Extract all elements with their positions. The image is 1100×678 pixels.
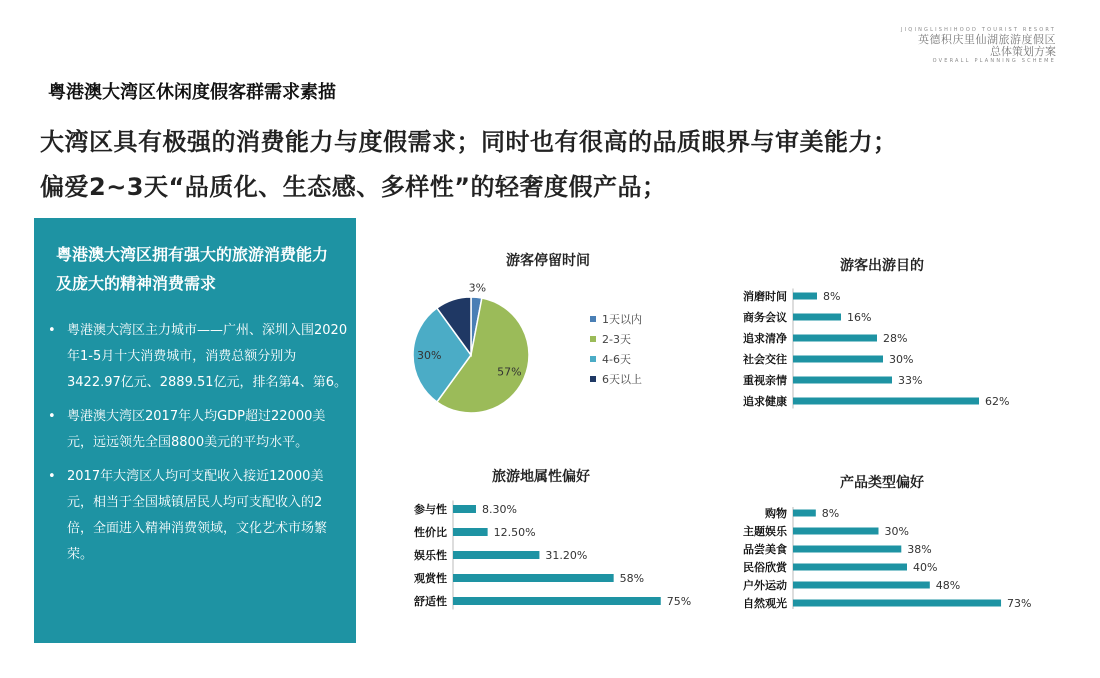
bar-value-label: 40%: [913, 561, 938, 574]
bar: [793, 293, 817, 300]
bar-value-label: 58%: [619, 572, 645, 585]
bar: [793, 582, 930, 589]
bar: [453, 505, 476, 513]
bar-value-label: 31.20%: [545, 549, 588, 562]
brand-en-bottom: OVERALL PLANNING SCHEME: [932, 58, 1056, 65]
bar-category-label: 主题娱乐: [743, 525, 787, 538]
bar-category-label: 参与性: [414, 503, 447, 516]
chart-title-product-preference: 产品类型偏好: [840, 475, 924, 491]
bar-value-label: 8%: [823, 290, 841, 303]
legend-swatch: [590, 316, 596, 322]
bar-category-label: 性价比: [414, 526, 447, 539]
bar-value-label: 30%: [884, 525, 909, 538]
bar-value-label: 30%: [889, 353, 914, 366]
legend-label: 4-6天: [602, 353, 631, 366]
legend-label: 2-3天: [602, 333, 631, 346]
legend-label: 1天以内: [602, 313, 642, 326]
headline-2: 偏爱2~3天“品质化、生态感、多样性”的轻奢度假产品；: [40, 173, 667, 201]
bar-value-label: 75%: [666, 595, 692, 608]
bullet-item: • 粤港澳大湾区2017年人均GDP超过22000美元，远远领先全国8800美元的平均水平。: [48, 404, 348, 456]
brand-en-top: JIQINGLISHIHOOD TOURIST RESORT: [900, 27, 1056, 33]
legend-label: 6天以上: [602, 373, 642, 386]
pie-data-label: 57%: [497, 365, 522, 379]
bar-category-label: 舒适性: [414, 595, 447, 608]
bar-value-label: 8.30%: [481, 503, 517, 516]
bar-value-label: 62%: [985, 395, 1010, 408]
bar: [793, 314, 841, 321]
bar-category-label: 自然观光: [743, 597, 787, 610]
chart-title-travel-purpose: 游客出游目的: [840, 258, 924, 274]
bullet-item: • 2017年大湾区人均可支配收入接近12000美元，相当于全国城镇居民人均可支配收入的2倍，全面进入精神消费领域，文化艺术市场繁荣。: [48, 464, 348, 568]
bar: [793, 546, 901, 553]
bar: [793, 398, 979, 405]
bar: [453, 574, 614, 582]
bar-category-label: 社会交往: [743, 353, 787, 366]
pie-data-label: 30%: [417, 349, 442, 362]
bar: [453, 551, 539, 559]
bar: [453, 528, 488, 536]
legend-swatch: [590, 336, 596, 342]
legend-swatch: [590, 376, 596, 382]
brand-name: 英德积庆里仙湖旅游度假区: [918, 32, 1056, 46]
bar: [793, 528, 879, 535]
bar-category-label: 重视亲情: [743, 374, 787, 387]
bar-category-label: 品尝美食: [743, 543, 787, 556]
bar-category-label: 购物: [765, 507, 787, 520]
chart-title-stay-duration: 游客停留时间: [506, 253, 590, 269]
bar: [793, 510, 816, 517]
bar-value-label: 48%: [935, 579, 961, 592]
bar-category-label: 娱乐性: [414, 549, 447, 562]
chart-title-attribute-preference: 旅游地属性偏好: [492, 469, 590, 485]
bar: [793, 356, 883, 363]
bar-value-label: 12.50%: [493, 526, 536, 539]
bullet-item: • 粤港澳大湾区主力城市——广州、深圳入围2020年1-5月十大消费城市，消费总额分别为3422.97亿元、2889.51亿元，排名第4、第6。: [48, 318, 348, 396]
bar-value-label: 73%: [1007, 597, 1032, 610]
pie-data-label: 3%: [468, 281, 487, 295]
bar-category-label: 户外运动: [743, 579, 787, 592]
page-subtitle: 粤港澳大湾区休闲度假客群需求素描: [48, 82, 336, 103]
brand-doc-title: 总体策划方案: [990, 45, 1056, 59]
bar-value-label: 38%: [907, 543, 932, 556]
bar-category-label: 观赏性: [414, 572, 447, 585]
bar: [453, 597, 661, 605]
bar: [793, 600, 1001, 607]
bar: [793, 564, 907, 571]
bar-value-label: 28%: [883, 332, 908, 345]
bar-category-label: 商务会议: [743, 311, 787, 324]
bar-category-label: 消磨时间: [743, 290, 787, 303]
headline-1: 大湾区具有极强的消费能力与度假需求；同时也有很高的品质眼界与审美能力；: [40, 128, 898, 156]
panel-title: 粤港澳大湾区拥有强大的旅游消费能力及庞大的精神消费需求: [56, 245, 329, 293]
bar-category-label: 追求健康: [743, 395, 787, 408]
bar-category-label: 追求清净: [743, 332, 787, 345]
bar-category-label: 民俗欣赏: [743, 561, 787, 574]
bar: [793, 377, 892, 384]
bar: [793, 335, 877, 342]
bar-value-label: 33%: [898, 374, 923, 387]
bar-value-label: 16%: [847, 311, 872, 324]
bar-value-label: 8%: [821, 507, 840, 520]
legend-swatch: [590, 356, 596, 362]
